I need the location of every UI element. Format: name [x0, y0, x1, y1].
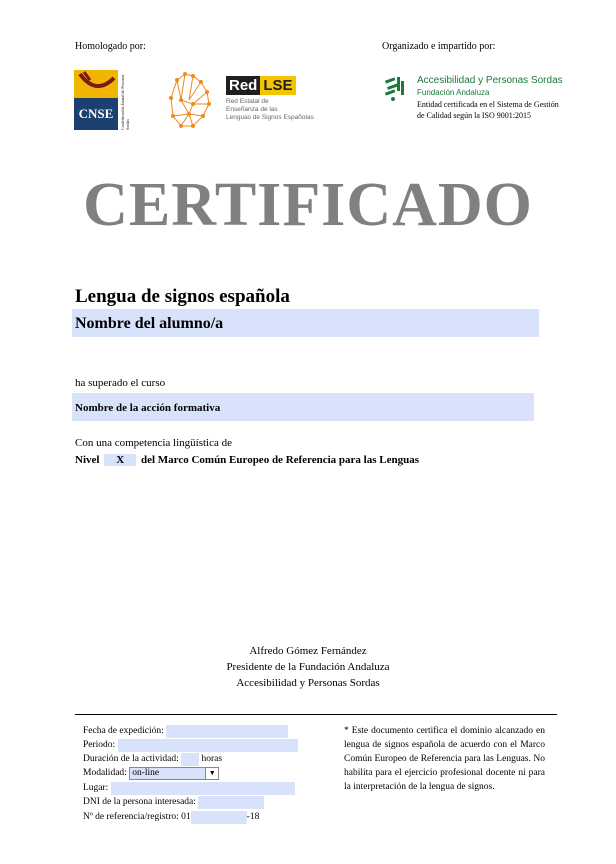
course-title: Lengua de signos española — [75, 286, 290, 307]
signer-role: Presidente de la Fundación Andaluza — [226, 661, 390, 673]
student-name-field[interactable]: Nombre del alumno/a — [72, 309, 539, 337]
aps-certification-line: Entidad certificada en el Sistema de Gestión — [417, 100, 559, 109]
referencia-row — [83, 811, 259, 824]
duracion-label: Duración de la actividad: — [83, 754, 179, 764]
aps-hands-icon — [381, 73, 411, 103]
nivel-field[interactable]: X — [104, 454, 136, 466]
signer-block — [0, 643, 616, 691]
referencia-label: Nº de referencia/registro: — [83, 812, 179, 822]
aps-subtitle: Fundación Andaluza — [417, 88, 490, 97]
chevron-down-icon[interactable]: ▼ — [205, 768, 218, 779]
signer-name: Alfredo Gómez Fernández — [249, 645, 367, 657]
cnse-side-text: Confederación Estatal de Personas Sordas — [120, 74, 130, 130]
certificate-title: CERTIFICADO — [83, 171, 533, 239]
redlse-subtitle-line: Lenguas de Signos Españolas — [226, 114, 314, 121]
signer-org: Accesibilidad y Personas Sordas — [236, 677, 380, 689]
fecha-label: Fecha de expedición: — [83, 726, 164, 736]
periodo-label: Periodo: — [83, 740, 116, 750]
aps-logo — [381, 71, 581, 131]
fecha-row — [83, 725, 288, 738]
redlse-subtitle-line: Red Estatal de — [226, 98, 269, 105]
lugar-label: Lugar: — [83, 783, 109, 793]
hand-network-icon — [163, 70, 215, 130]
homologado-label: Homologado por: — [75, 41, 146, 52]
aps-title: Accesibilidad y Personas Sordas — [417, 75, 563, 86]
disclaimer-note: * Este documento certifica el dominio alcanzado en lengua de signos española de acuerdo con el Marco Común Europeo de Referencia para las Lenguas. No habilita para el ejercicio profesional docente ni para la interpretación de la lengua de signos. — [344, 726, 545, 792]
redlse-logo — [226, 76, 336, 130]
referencia-prefix: 01 — [181, 812, 191, 822]
fecha-field[interactable] — [166, 725, 288, 738]
duracion-field[interactable] — [181, 753, 199, 766]
modalidad-value: on-line — [132, 768, 160, 778]
action-name-field[interactable]: Nombre de la acción formativa — [72, 393, 534, 421]
superado-text: ha superado el curso — [75, 377, 166, 389]
nivel-line — [75, 454, 419, 466]
modalidad-row — [83, 767, 219, 780]
lugar-row — [83, 782, 295, 795]
competencia-text: Con una competencia lingüística de — [75, 437, 233, 449]
cnse-logo-text: CNSE — [74, 98, 118, 130]
dni-row — [83, 796, 264, 809]
divider — [75, 714, 557, 715]
redlse-subtitle-line: Enseñanza de las — [226, 106, 278, 113]
aps-certification-line: de Calidad según la ISO 9001:2015 — [417, 111, 531, 120]
dni-field[interactable] — [198, 796, 264, 809]
organizado-label: Organizado e impartido por: — [382, 41, 496, 52]
modalidad-label: Modalidad: — [83, 768, 127, 778]
cnse-logo — [74, 70, 134, 130]
redlse-lse-text: LSE — [260, 76, 295, 95]
cnse-logo-mark — [74, 70, 118, 130]
redlse-mark — [226, 76, 336, 95]
periodo-field[interactable] — [118, 739, 298, 752]
referencia-field[interactable] — [191, 811, 247, 824]
modalidad-select[interactable] — [129, 767, 219, 780]
duracion-row — [83, 753, 222, 766]
cnse-swoosh-icon — [74, 70, 118, 98]
redlse-subtitle — [226, 98, 336, 122]
referencia-suffix: -18 — [246, 812, 260, 822]
duracion-unit: horas — [201, 754, 223, 764]
lugar-field[interactable] — [111, 782, 295, 795]
dni-label: DNI de la persona interesada: — [83, 797, 196, 807]
redlse-red-text: Red — [226, 76, 260, 95]
nivel-label: Nivel — [75, 454, 100, 466]
periodo-row — [83, 739, 298, 752]
nivel-suffix: del Marco Común Europeo de Referencia para las Lenguas — [140, 454, 420, 466]
